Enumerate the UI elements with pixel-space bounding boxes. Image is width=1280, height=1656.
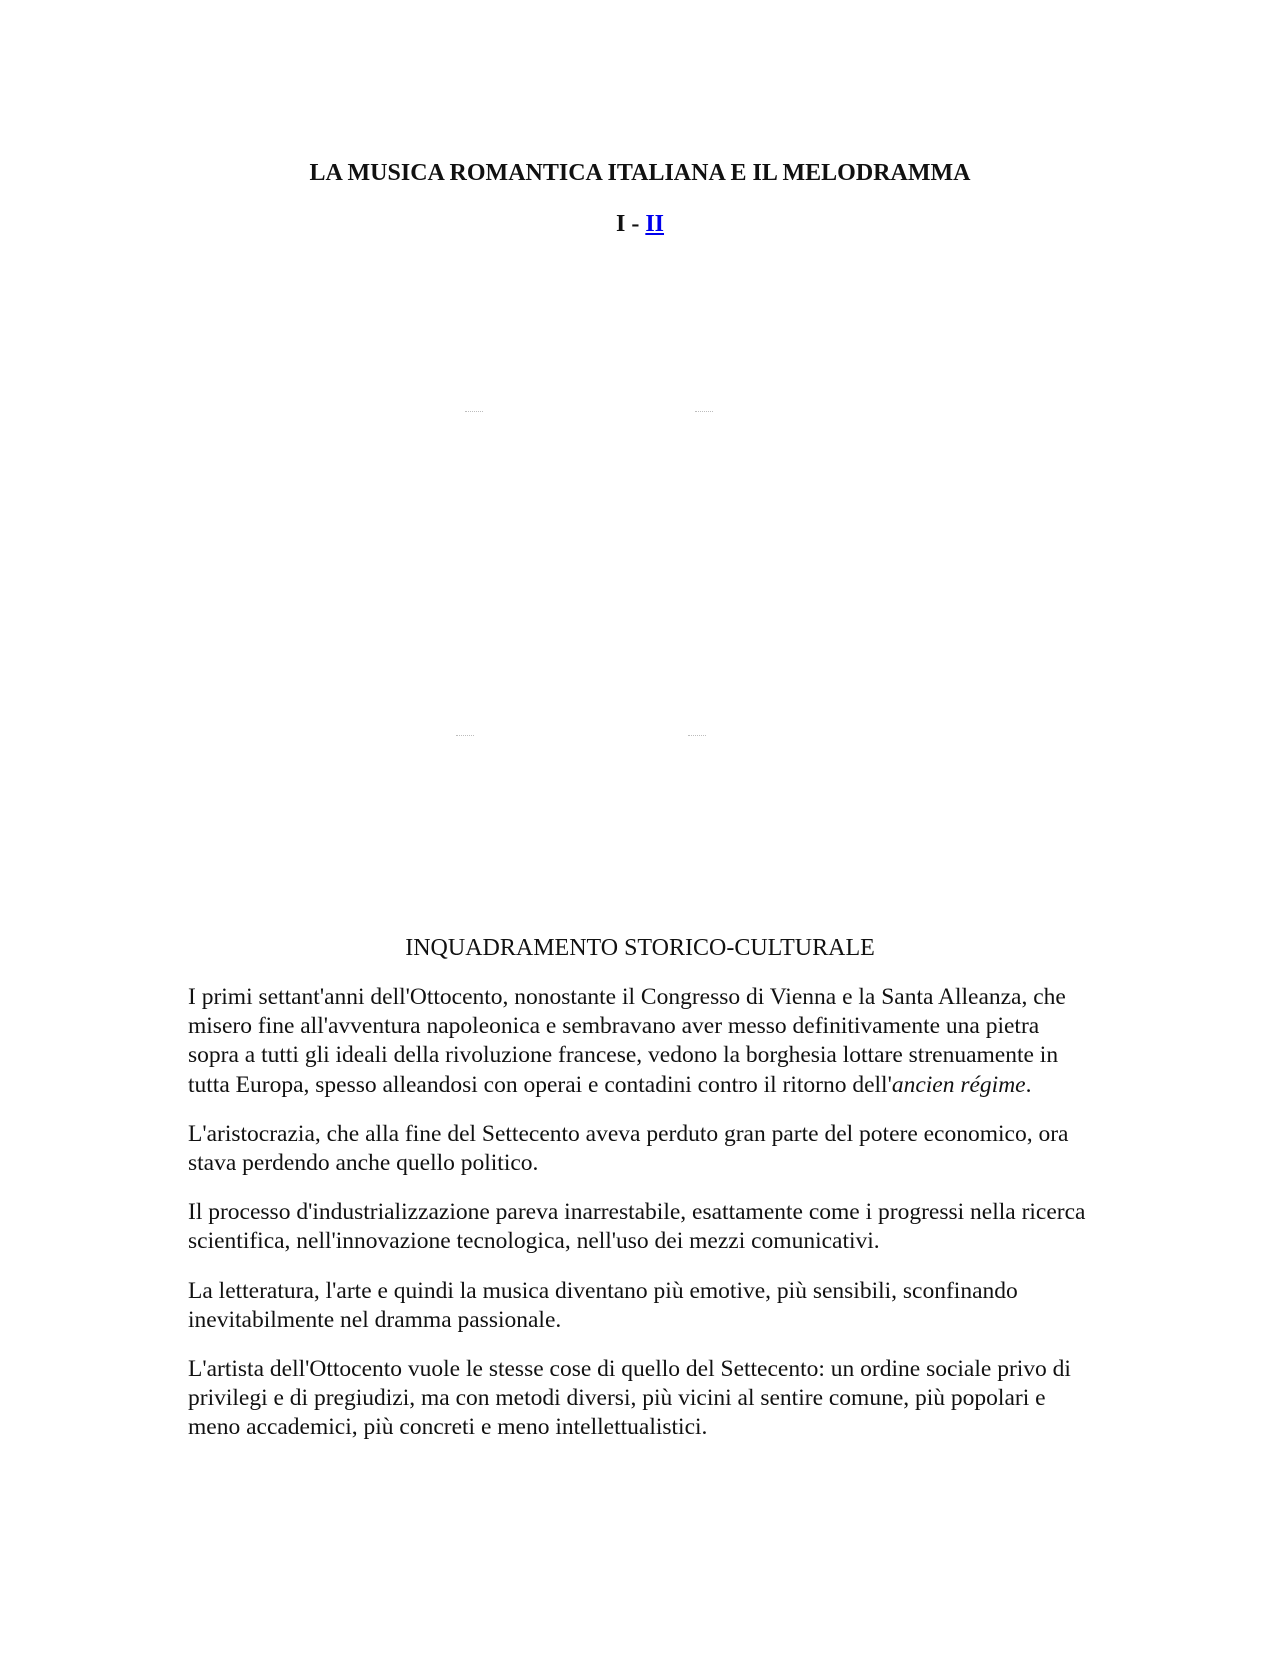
part-separator: - xyxy=(625,211,646,237)
paragraph-5: L'artista dell'Ottocento vuole le stesse cose di quello del Settecento: un ordine sociale privo di privilegi e di pregiudizi, ma con metodi diversi, più vicini al sentire comune, più popolari e meno accademici, più concreti e meno intellettualistici. xyxy=(188,1356,1071,1441)
image-placeholder-4 xyxy=(688,735,706,738)
paragraph-2: L'aristocrazia, che alla fine del Settecento aveva perduto gran parte del potere economico, ora stava perdendo anche quello politico. xyxy=(188,1120,1069,1177)
image-placeholder-2 xyxy=(695,411,713,414)
article-body xyxy=(188,983,1093,1463)
part-navigation xyxy=(0,211,1280,238)
paragraph-4: La letteratura, l'arte e quindi la musica diventano più emotive, più sensibili, sconfinando inevitabilmente nel dramma passionale. xyxy=(188,1277,1018,1333)
emphasis-ancien-regime: ancien régime xyxy=(891,1071,1026,1098)
image-placeholder-3 xyxy=(456,735,474,738)
page-title: LA MUSICA ROMANTICA ITALIANA E IL MELODRAMMA xyxy=(309,160,971,186)
paragraph-1: I primi settant'anni dell'Ottocento, nonostante il Congresso di Vienna e la Santa Alleanza, che misero fine all'avventura napoleonica e sembravano aver messo definitivamente una pietra sopra a tutti gli ideali della rivoluzione francese, vedono la borghesia lottare strenuamente in tutta Europa, spesso alleandosi con operai e contadini contro il ritorno dell'ancien régime. xyxy=(188,984,1066,1098)
image-placeholder-1 xyxy=(465,411,483,414)
current-part-label: I xyxy=(615,211,626,237)
section-heading: INQUADRAMENTO STORICO-CULTURALE xyxy=(405,935,875,961)
paragraph-3: Il processo d'industrializzazione pareva inarrestabile, esattamente come i progressi nella ricerca scientifica, nell'innovazione tecnologica, nell'uso dei mezzi comunicativi. xyxy=(188,1199,1086,1255)
part-ii-link[interactable]: II xyxy=(645,211,665,237)
